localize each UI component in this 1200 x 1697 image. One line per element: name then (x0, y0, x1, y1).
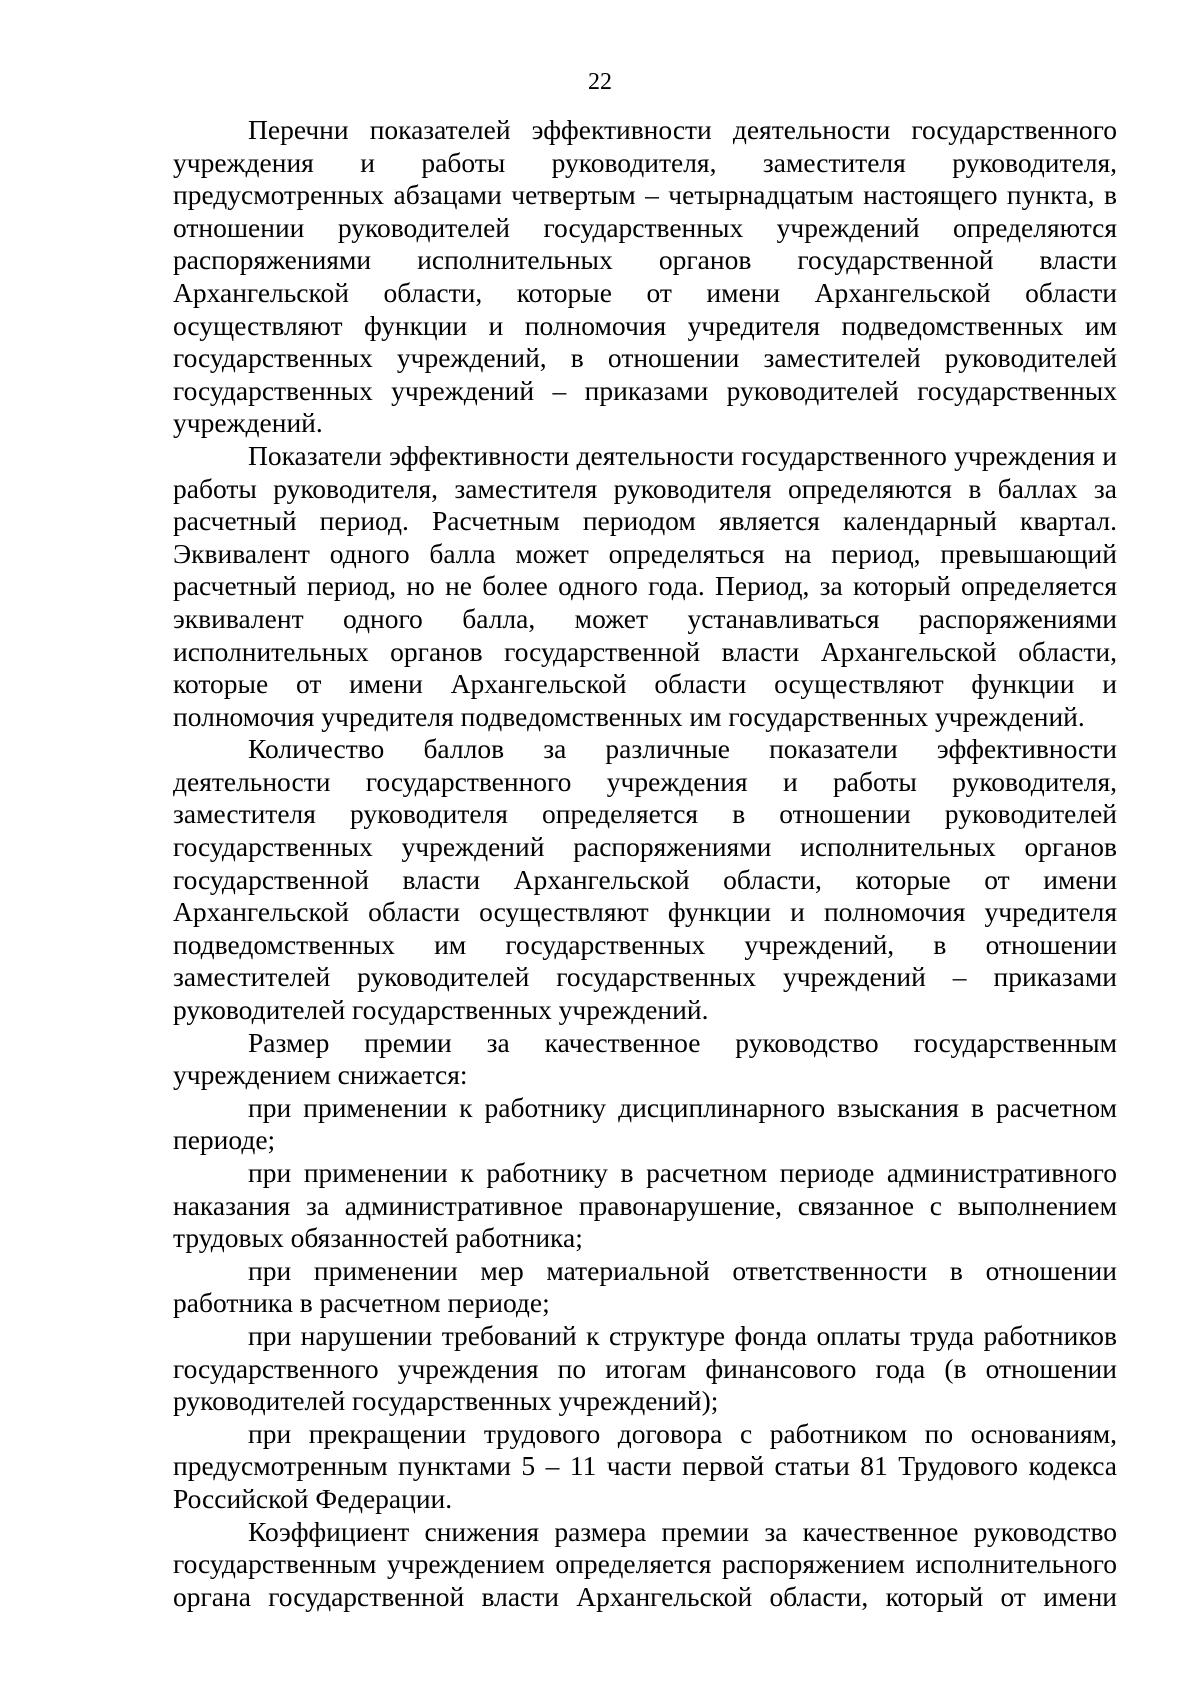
list-item-disciplinary: при применении к работнику дисциплинарного взыскания в расчетном периоде; (173, 1091, 1117, 1156)
paragraph-reduction-coefficient: Коэффициент снижения размера премии за качественное руководство государственным учреждением определяется распоряжением исполнительного органа государственной власти Архангельской области, который от имени (173, 1515, 1117, 1612)
page-number: 22 (588, 69, 612, 95)
list-item-contract-termination: при прекращении трудового договора с работником по основаниям, предусмотренным пунктами 5 – 11 части первой статьи 81 Трудового кодекса Российской Федерации. (173, 1417, 1117, 1514)
paragraph-indicator-points: Показатели эффективности деятельности государственного учреждения и работы руководителя, заместителя руководителя определяются в баллах за расчетный период. Расчетным периодом является календарный квартал. Эквивалент одного балла может определяться на период, превышающий расчетный период, но не более одного года. Период, за который определяется эквивалент одного балла, может устанавливаться распоряжениями исполнительных органов государственной власти Архангельской области, которые от имени Архангельской области осуществляют функции и полномочия учредителя подведомственных им государственных учреждений. (173, 439, 1117, 732)
paragraph-points-count: Количество баллов за различные показатели эффективности деятельности государственного учреждения и работы руководителя, заместителя руководителя определяется в отношении руководителей государственных учреждений распоряжениями исполнительных органов государственной власти Архангельской области, которые от имени Архангельской области осуществляют функции и полномочия учредителя подведомственных им государственных учреждений, в отношении заместителей руководителей государственных учреждений – приказами руководителей государственных учреждений. (173, 733, 1117, 1026)
list-item-administrative: при применении к работнику в расчетном периоде административного наказания за административное правонарушение, связанное с выполнением трудовых обязанностей работника; (173, 1157, 1117, 1254)
document-body (173, 114, 1117, 1613)
paragraph-bonus-reduction: Размер премии за качественное руководство государственным учреждением снижается: (173, 1026, 1117, 1091)
paragraph-indicator-lists: Перечни показателей эффективности деятельности государственного учреждения и работы руководителя, заместителя руководителя, предусмотренных абзацами четвертым – четырнадцатым настоящего пункта, в отношении руководителей государственных учреждений определяются распоряжениями исполнительных органов государственной власти Архангельской области, которые от имени Архангельской области осуществляют функции и полномочия учредителя подведомственных им государственных учреждений, в отношении заместителей руководителей государственных учреждений – приказами руководителей государственных учреждений. (173, 114, 1117, 439)
list-item-material-liability: при применении мер материальной ответственности в отношении работника в расчетном периоде; (173, 1254, 1117, 1319)
list-item-payroll-structure: при нарушении требований к структуре фонда оплаты труда работников государственного учреждения по итогам финансового года (в отношении руководителей государственных учреждений); (173, 1319, 1117, 1417)
